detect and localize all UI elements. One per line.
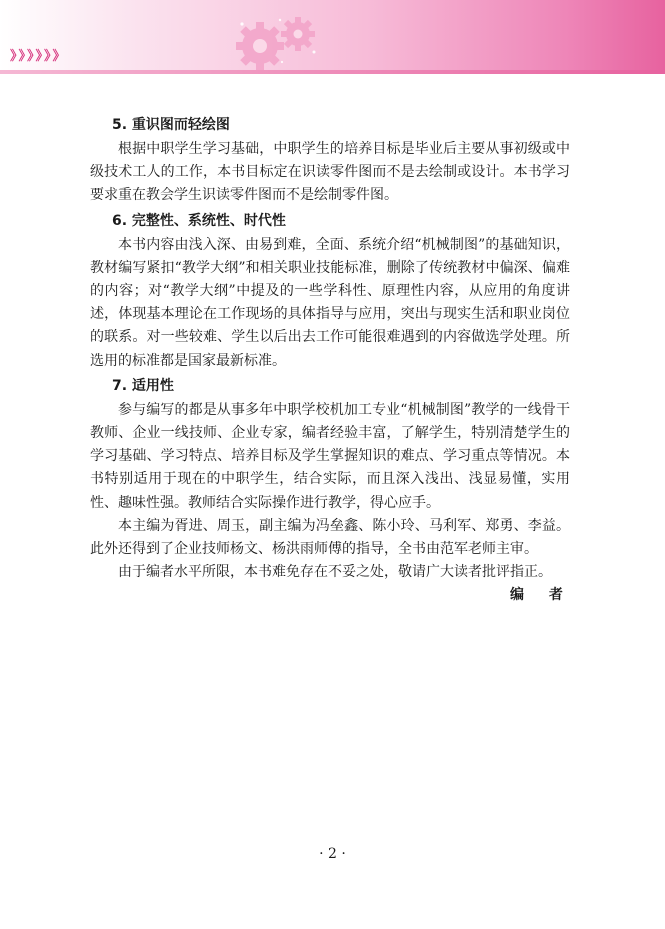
author-signature: 编 者 — [510, 587, 573, 603]
paragraph: 参与编写的都是从事多年中职学校机加工专业“机械制图”教学的一线骨干教师、企业一线技师、企业专家，编者经验丰富，了解学生，特别清楚学生的学习基础、学习特点、培养目标及学生掌握知识的难点、学习重点等情况。本书特别适用于现在的中职学生，结合实际，而且深入浅出、浅显易懂，实用性、趣味性强。教师结合实际操作进行教学，得心应手。 — [90, 401, 570, 511]
paragraph: 根据中职学生学习基础，中职学生的培养目标是毕业后主要从事初级或中级技术工人的工作，本书目标定在识读零件图而不是去绘制或设计。本书学习要求重在教会学生识读零件图而不是绘制零件图。 — [90, 141, 570, 204]
section-6 — [90, 208, 570, 373]
body-text — [90, 112, 570, 584]
paragraph: 本主编为胥进、周玉，副主编为冯垒鑫、陈小玲、马利军、郑勇、李益。此外还得到了企业技师杨文、杨洪雨师傅的指导，全书由范军老师主审。 — [90, 517, 570, 558]
section-heading: 7. 适用性 — [112, 377, 174, 394]
section-heading: 5. 重识图而轻绘图 — [112, 117, 230, 133]
header-divider — [0, 70, 665, 74]
chevron-decor-icon: 》》》》》》 — [10, 49, 68, 64]
page-number: · 2 · — [319, 846, 346, 862]
section-7 — [90, 373, 570, 585]
section-5 — [90, 112, 570, 208]
paragraph: 本书内容由浅入深、由易到难，全面、系统介绍“机械制图”的基础知识，教材编写紧扣“教学大纲”和相关职业技能标准，删除了传统教材中偏深、偏难的内容；对“教学大纲”中提及的一些学科性、原理性内容，从应用的角度讲述，体现基本理论在工作现场的具体指导与应用，突出与现实生活和职业岗位的联系。对一些较难、学生以后出去工作可能很难遇到的内容做选学处理。所选用的标准都是国家最新标准。 — [90, 236, 570, 369]
paragraph: 由于编者水平所限，本书难免存在不妥之处，敬请广大读者批评指正。 — [118, 564, 552, 581]
section-heading: 6. 完整性、系统性、时代性 — [112, 212, 286, 229]
header-band — [0, 0, 665, 74]
gear-icon — [222, 12, 332, 72]
